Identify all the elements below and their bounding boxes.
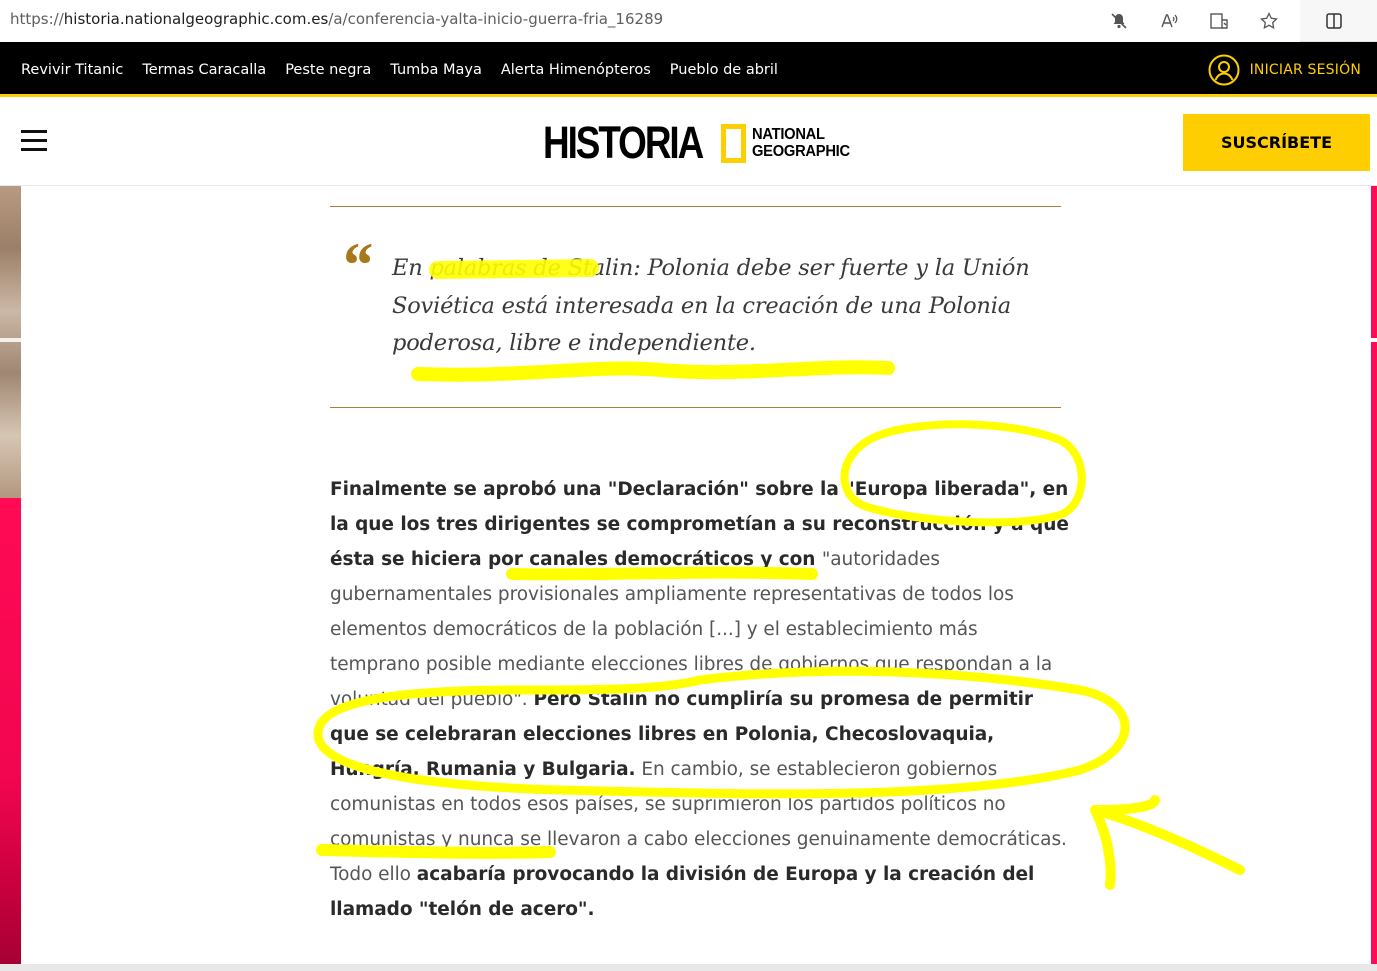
nat-geo-frame-icon	[721, 124, 746, 163]
article-paragraph	[330, 472, 1070, 927]
nav-link-caracalla[interactable]: Termas Caracalla	[142, 61, 267, 78]
address-bar[interactable]	[0, 0, 1300, 42]
paragraph-bold-1: Finalmente se aprobó una "Declaración" sobre la "Europa liberada", en la que los tres dirigentes se comprometían a su reconstrucción y a que ésta se hiciera por canales democráticos y con	[330, 479, 1069, 570]
right-side-banner	[1371, 186, 1377, 966]
user-icon	[1208, 54, 1240, 86]
left-side-banner	[0, 186, 21, 966]
login-button[interactable]	[1208, 42, 1361, 97]
nav-link-titanic[interactable]: Revivir Titanic	[21, 61, 124, 78]
url-text[interactable]: https://historia.nationalgeographic.com.es/a/conferencia-yalta-inicio-guerra-fria_16289	[10, 10, 664, 28]
favorite-star-icon[interactable]	[1257, 9, 1281, 33]
login-label: INICIAR SESIÓN	[1249, 61, 1361, 78]
pull-quote: En palabras de Stalin: Polonia debe ser fuerte y la Unión Soviética está interesada en la creación de una Polonia poderosa, libre e independiente.	[392, 255, 1030, 356]
immersive-reader-icon[interactable]	[1207, 9, 1231, 33]
browser-toolbar	[0, 0, 1377, 42]
logo-nat-geo-text: NATIONAL GEOGRAPHIC	[752, 126, 850, 160]
bell-off-icon[interactable]	[1107, 9, 1131, 33]
paragraph-text-1: "autoridades gubernamentales provisionales ampliamente representativas de todos los elementos democráticos de la población [...] y el establecimiento más temprano posible mediante elecciones libres de gobiernos que respondan a la voluntad del pueblo".	[330, 549, 1053, 710]
quote-top-rule	[330, 206, 1061, 207]
bottom-edge	[0, 964, 1377, 971]
paragraph-text-2: En cambio, se establecieron gobiernos comunistas en todos esos países, se suprimieron los partidos políticos no comunistas y nunca se llevaron a cabo elecciones genuinamente democráticas. Todo ello	[330, 759, 1067, 885]
subscribe-button[interactable]: SUSCRÍBETE	[1183, 114, 1370, 171]
paragraph-bold-3: acabaría provocando la división de Europa y la creación del llamado "telón de acero".	[330, 864, 1035, 920]
nav-link-himenopteros[interactable]: Alerta Himenópteros	[500, 61, 651, 78]
nav-link-pueblo[interactable]: Pueblo de abril	[669, 61, 778, 78]
logo-word: HISTORIA	[543, 117, 703, 168]
arrow-annotation	[1095, 800, 1240, 885]
site-header	[0, 100, 1377, 186]
top-navigation	[0, 42, 1377, 97]
nav-link-peste[interactable]: Peste negra	[285, 61, 372, 78]
trending-links	[21, 42, 797, 97]
paragraph-bold-2: Pero Stalin no cumpliría su promesa de permitir que se celebraran elecciones libres en Polonia, Checoslovaquia, Hungría, Rumania y Bulgaria.	[330, 689, 1034, 780]
menu-icon[interactable]	[21, 130, 47, 152]
split-screen-icon[interactable]	[1322, 9, 1346, 33]
nav-link-tumba[interactable]: Tumba Maya	[390, 61, 482, 78]
quote-bottom-rule	[330, 407, 1061, 408]
site-logo[interactable]	[543, 117, 858, 168]
underline-polonia-poderosa	[418, 367, 888, 375]
read-aloud-icon[interactable]	[1157, 9, 1181, 33]
quote-mark-icon: “	[340, 229, 372, 300]
